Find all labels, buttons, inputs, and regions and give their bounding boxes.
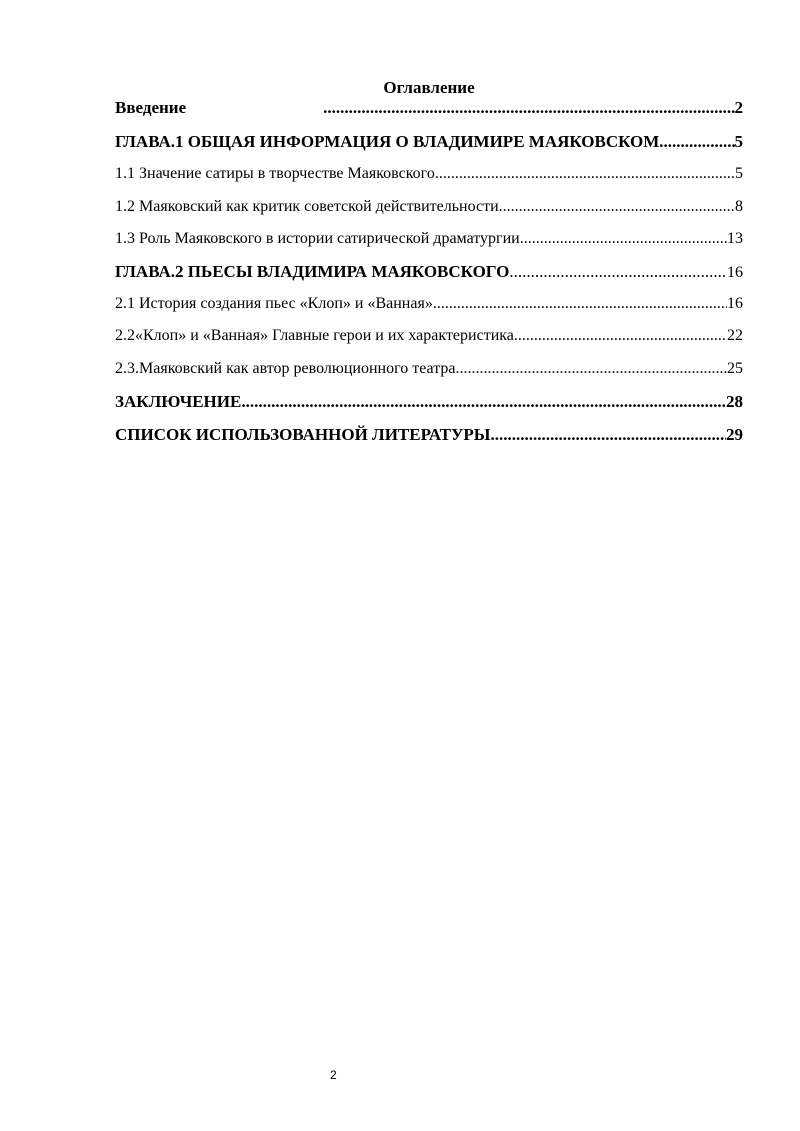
- toc-entry-section-1-1[interactable]: [115, 163, 743, 185]
- dot-leader: [664, 131, 735, 153]
- dot-leader: [241, 391, 726, 413]
- toc-entry-introduction[interactable]: [115, 97, 743, 119]
- toc-entry-page: 29: [726, 425, 743, 444]
- dot-leader: [520, 228, 727, 250]
- toc-entry-label: 2.1 История создания пьес «Клоп» и «Ванная»: [115, 295, 433, 312]
- toc-entry-label: ЗАКЛЮЧЕНИЕ: [115, 392, 242, 411]
- toc-entry-section-2-1[interactable]: [115, 293, 743, 315]
- toc-entry-bibliography[interactable]: [115, 424, 743, 446]
- page-number: 2: [330, 1068, 337, 1082]
- toc-entry-label: 1.1 Значение сатиры в творчестве Маяковского: [115, 165, 435, 182]
- dot-leader: [509, 261, 727, 283]
- toc-entry-section-2-2[interactable]: [115, 325, 743, 347]
- dot-leader: [514, 325, 727, 347]
- dot-leader: [499, 196, 735, 218]
- toc-entry-label: 2.3.Маяковский как автор революционного театра: [115, 360, 456, 377]
- dot-leader: [456, 358, 727, 380]
- toc-entry-label: 1.3 Роль Маяковского в истории сатирической драматургии: [115, 230, 520, 247]
- toc-title: Оглавление: [383, 78, 475, 97]
- toc-entry-chapter-2[interactable]: [115, 261, 743, 283]
- toc-entry-page: 5: [735, 165, 743, 182]
- toc-entry-conclusion[interactable]: [115, 391, 743, 413]
- toc-entry-page: 16: [727, 264, 743, 281]
- toc-entry-label: ГЛАВА.1 ОБЩАЯ ИНФОРМАЦИЯ О ВЛАДИМИРЕ МАЯКОВСКОМ.: [115, 132, 664, 151]
- toc-entry-page: 8: [735, 198, 743, 215]
- dot-leader: [491, 424, 727, 446]
- toc-entry-label: ГЛАВА.2 ПЬЕСЫ ВЛАДИМИРА МАЯКОВСКОГО: [115, 262, 510, 281]
- toc-entry-label: Введение: [115, 98, 187, 117]
- toc-entry-page: 28: [726, 392, 743, 411]
- toc-entry-section-1-2[interactable]: [115, 196, 743, 218]
- toc-entry-page: 22: [727, 327, 743, 344]
- toc-entry-page: 25: [727, 360, 743, 377]
- toc-entry-label: СПИСОК ИСПОЛЬЗОВАННОЙ ЛИТЕРАТУРЫ: [115, 425, 491, 444]
- dot-leader: [433, 293, 727, 315]
- toc-entry-page: 13: [727, 230, 743, 247]
- toc-entry-label: 1.2 Маяковский как критик советской действительности: [115, 198, 499, 215]
- toc-entry-section-1-3[interactable]: [115, 228, 743, 250]
- toc-entry-chapter-1[interactable]: [115, 131, 743, 153]
- toc-entry-page: 5: [734, 132, 743, 151]
- toc-entry-page: 16: [727, 295, 743, 312]
- dot-leader: [323, 97, 734, 119]
- toc-entry-page: 2: [734, 98, 743, 117]
- toc-entry-section-2-3[interactable]: [115, 358, 743, 380]
- toc-entry-label: 2.2«Клоп» и «Ванная» Главные герои и их характеристика: [115, 327, 514, 344]
- dot-leader: [435, 163, 735, 185]
